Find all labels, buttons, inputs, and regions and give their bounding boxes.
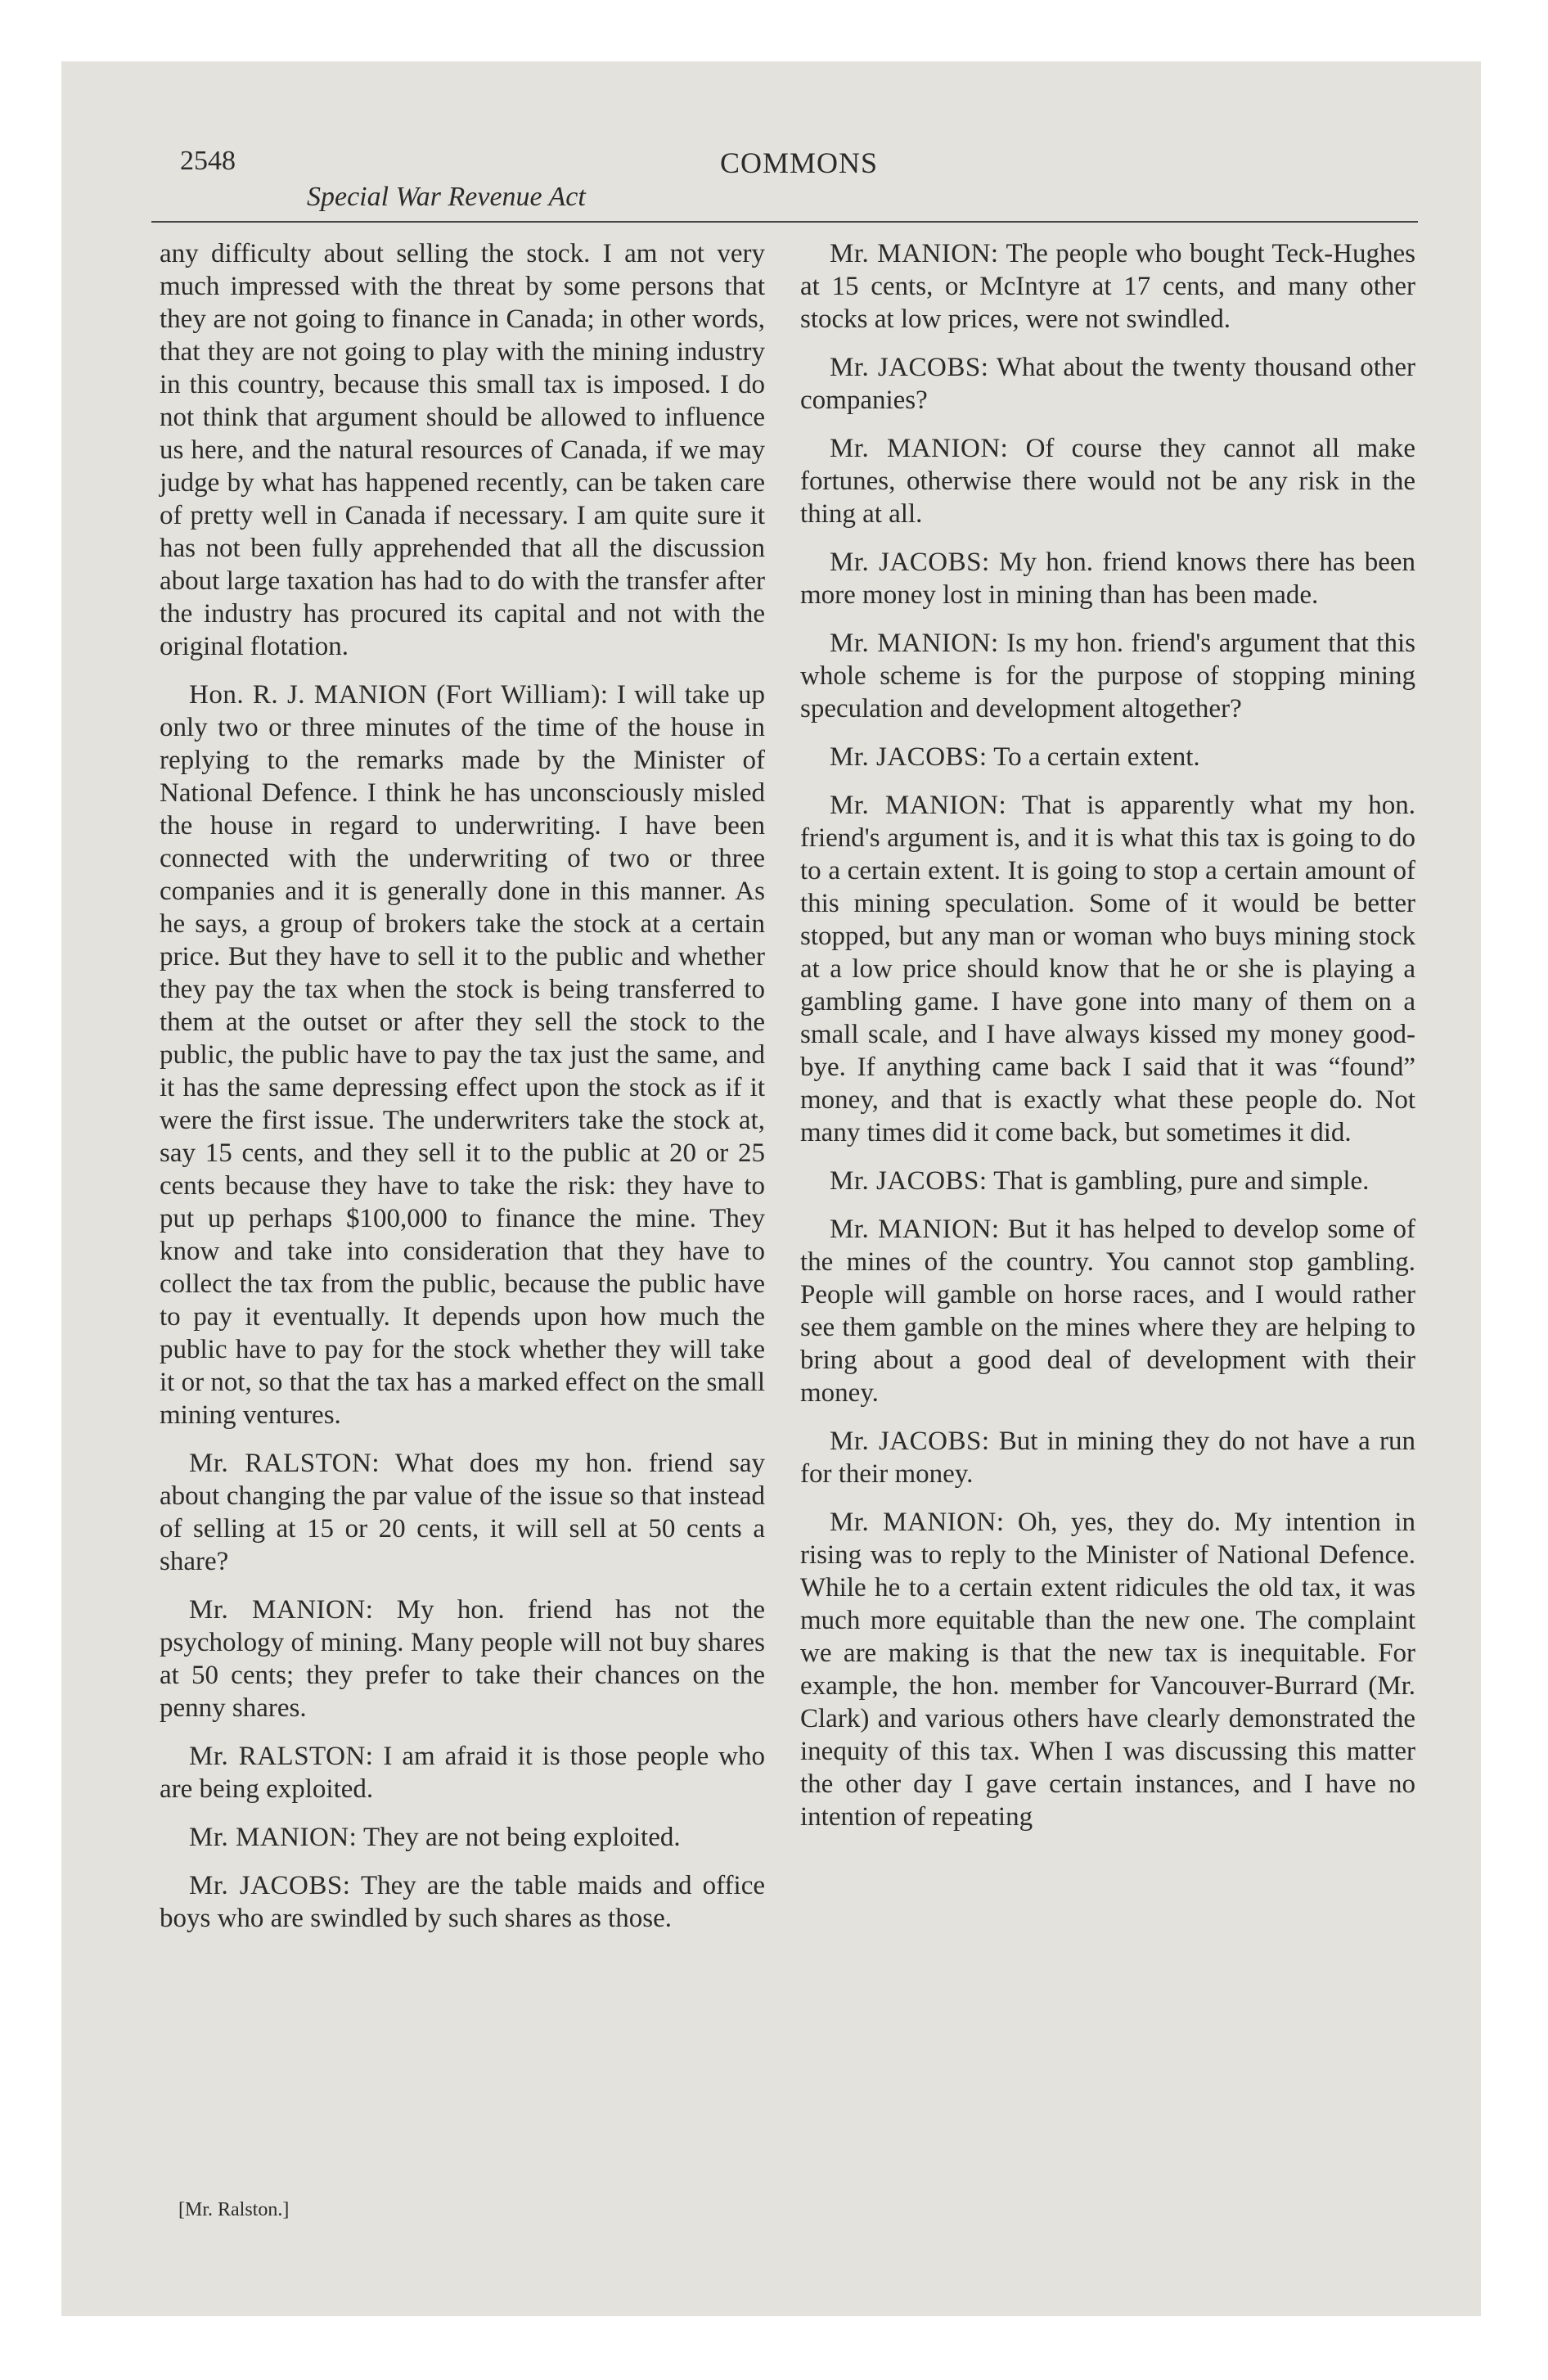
speech-text: Oh, yes, they do. My intention in rising was to reply to the Minister of National Defence. While he to a certain extent ridicules the old tax, it was much more equitable than the new one. The complaint we are making is that the new tax is inequitable. For example, the hon. member for Vancouver-Burrard (Mr. Clark) and various others have clearly demonstrated the inequity of this tax. When I was discussing this matter the other day I gave certain instances, and I have no intention of repeating <box>800 1508 1416 1832</box>
paragraph <box>800 546 1415 611</box>
paragraph <box>800 1165 1415 1197</box>
speaker-name: Mr. MANION: <box>830 629 999 658</box>
speaker-name: Mr. MANION: <box>830 239 999 268</box>
paragraph <box>800 1213 1415 1409</box>
paragraph <box>800 627 1415 725</box>
header-rule <box>151 221 1418 223</box>
speech-text: That is apparently what my hon. friend's argument is, and it is what this tax is going to do to a certain extent. It is going to stop a certain amount of this mining speculation. Some of it would be better stopped, but any man or woman who buys mining stock at a low price should know that he or she is playing a gambling game. I have gone into many of them on a small scale, and I have always kissed my money good-bye. If anything came back I said that it was “found” money, and that is exactly what these people do. Not many times did it come back, but sometimes it did. <box>800 791 1415 1147</box>
speech-text: The people who bought Teck-Hughes at 15 cents, or McIntyre at 17 cents, and many other stocks at low prices, were not swindled. <box>800 239 1416 334</box>
speaker-name: Mr. MANION: <box>830 1508 1005 1537</box>
speech-text: any difficulty about selling the stock. I am not very much impressed with the threat by some persons that they are not going to finance in Canada; in other words, that they are not going to play with the mining industry in this country, because this small tax is imposed. I do not think that argument should be allowed to influence us here, and the natural resources of Canada, if we may judge by what has happened recently, can be taken care of pretty well in Canada if necessary. I am quite sure it has not been fully apprehended that all the discussion about large taxation has had to do with the transfer after the industry has procured its capital and not with the original flotation. <box>160 239 765 661</box>
speaker-name: Mr. MANION: <box>830 791 1007 820</box>
left-column <box>160 237 765 1950</box>
paragraph <box>160 1447 765 1578</box>
footer-note: [Mr. Ralston.] <box>178 2199 290 2220</box>
speech-text: What about the twenty thousand other companies? <box>800 353 1416 415</box>
paragraph <box>800 789 1415 1149</box>
paragraph <box>800 1506 1415 1833</box>
speaker-name: Mr. RALSTON: <box>189 1449 380 1478</box>
paragraph <box>800 351 1415 417</box>
speech-text: They are the table maids and office boys who are swindled by such shares as those. <box>160 1871 766 1933</box>
paragraph <box>160 1740 765 1805</box>
paragraph <box>160 237 765 663</box>
paragraph <box>160 1821 765 1854</box>
speaker-name: Mr. JACOBS: <box>830 353 989 382</box>
paragraph <box>160 1593 765 1724</box>
speaker-name: Mr. JACOBS: <box>189 1871 351 1900</box>
speech-text: What does my hon. friend say about changing the par value of the issue so that instead of selling at 15 or 20 cents, it will sell at 50 cents a share? <box>160 1449 766 1576</box>
page-number: 2548 <box>180 146 236 176</box>
speech-text: But in mining they do not have a run for their money. <box>800 1427 1415 1489</box>
speaker-name: Mr. RALSTON: <box>189 1742 374 1771</box>
speech-text: My hon. friend knows there has been more money lost in mining than has been made. <box>800 548 1416 610</box>
paragraph <box>800 432 1415 530</box>
speaker-name: Mr. JACOBS: <box>830 548 990 577</box>
act-title: Special War Revenue Act <box>307 182 586 212</box>
paragraph <box>160 678 765 1431</box>
chamber-title: COMMONS <box>720 146 879 179</box>
right-column <box>800 237 1415 1849</box>
speaker-name: Mr. MANION: <box>189 1595 374 1625</box>
speech-text: I will take up only two or three minutes of the time of the house in replying to the remarks made by the Minister of National Defence. I think he has unconsciously misled the house in regard to underwriting. I have been connected with the underwriting of two or three companies and it is generally done in this manner. As he says, a group of brokers take the stock at a certain price. But they have to sell it to the public and whether they pay the tax when the stock is being transferred to them at the outset or after they sell the stock to the public, the public have to pay the tax just the same, and it has the same depressing effect upon the stock as if it were the first issue. The underwriters take the stock at, say 15 cents, and they sell it to the public at 20 or 25 cents because they have to take the risk: they have to put up perhaps $100,000 to finance the mine. They know and take into consideration that they have to collect the tax from the public, because the public have to pay it eventually. It depends upon how much the public have to pay for the stock whether they will take it or not, so that the tax has a marked effect on the small mining ventures. <box>160 680 766 1430</box>
speaker-name: Mr. JACOBS: <box>830 742 988 772</box>
speaker-name: Mr. JACOBS: <box>830 1166 988 1196</box>
speaker-name: Mr. MANION: <box>189 1823 358 1852</box>
speech-text: My hon. friend has not the psychology of mining. Many people will not buy shares at 50 cents; they prefer to take their chances on the penny shares. <box>160 1595 766 1723</box>
paragraph <box>800 741 1415 773</box>
speaker-name: Mr. MANION: <box>830 1215 1000 1244</box>
paragraph <box>800 1425 1415 1490</box>
speech-text: But it has helped to develop some of the mines of the country. You cannot stop gambling. People will gamble on horse races, and I would rather see them gamble on the mines where they are helping to bring about a good deal of development with their money. <box>800 1215 1415 1408</box>
speaker-name: Hon. R. J. MANION (Fort William): <box>189 680 609 710</box>
speech-text: I am afraid it is those people who are being exploited. <box>160 1742 765 1804</box>
speech-text: That is gambling, pure and simple. <box>993 1166 1370 1196</box>
paragraph <box>800 237 1415 336</box>
paragraph <box>160 1869 765 1935</box>
speaker-name: Mr. MANION: <box>830 434 1009 463</box>
speech-text: To a certain extent. <box>993 742 1200 772</box>
page-header <box>180 139 1415 221</box>
speech-text: They are not being exploited. <box>363 1823 681 1852</box>
speech-text: Is my hon. friend's argument that this whole scheme is for the purpose of stopping mining speculation and development altogether? <box>800 629 1415 723</box>
speech-text: Of course they cannot all make fortunes, otherwise there would not be any risk in the thing at all. <box>800 434 1416 529</box>
speaker-name: Mr. JACOBS: <box>830 1427 990 1456</box>
